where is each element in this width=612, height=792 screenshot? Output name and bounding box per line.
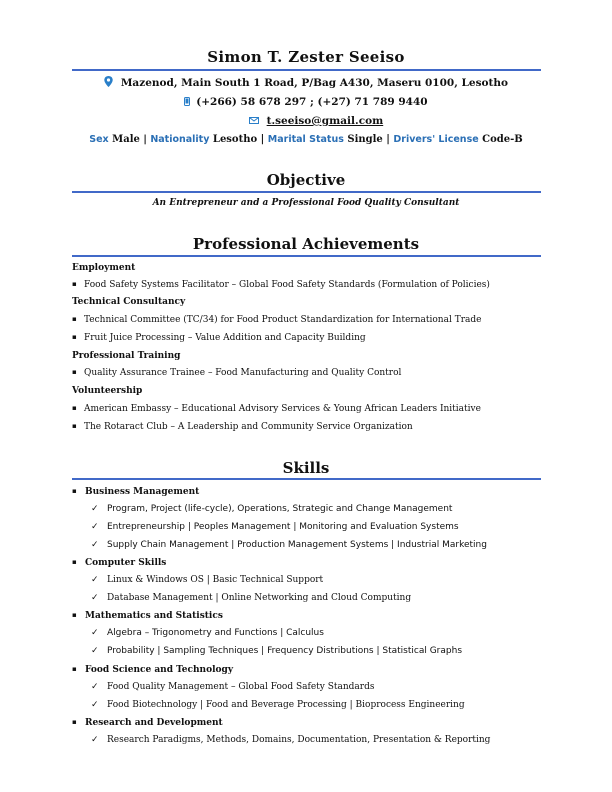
envelope-icon: [249, 114, 263, 127]
achievement-item: ▪ Quality Assurance Trainee – Food Manufacturing and Quality Control: [72, 368, 402, 378]
sex-label: Sex: [89, 134, 109, 145]
address-text: Mazenod, Main South 1 Road, P/Bag A430, Maseru 0100, Lesotho: [120, 77, 509, 89]
separator: |: [143, 134, 147, 145]
achievement-group-heading: Professional Training: [72, 351, 181, 361]
email-link[interactable]: t.seeiso@gmail.com: [266, 115, 384, 127]
achievement-item: ▪ The Rotaract Club – A Leadership and Community Service Organization: [72, 422, 413, 432]
map-pin-icon: [104, 76, 117, 89]
skill-item: ✓ Food Biotechnology | Food and Beverage Processing | Bioprocess Engineering: [91, 700, 465, 710]
skill-item: ✓ Probability | Sampling Techniques | Frequency Distributions | Statistical Graphs: [91, 646, 463, 656]
nationality-label: Nationality: [150, 134, 210, 145]
achievements-divider: [72, 255, 541, 257]
drivers-license-label: Drivers' License: [393, 134, 479, 145]
skill-group-heading: ▪ Business Management: [72, 486, 200, 497]
nationality-value: Lesotho: [212, 134, 258, 145]
achievement-item: ▪ American Embassy – Educational Advisory Services & Young African Leaders Initiative: [72, 404, 481, 414]
candidate-name: Simon T. Zester Seeiso: [207, 48, 405, 66]
checkmark-icon: ✓: [91, 575, 99, 585]
achievement-group-heading: Technical Consultancy: [72, 297, 186, 307]
skills-heading: Skills: [282, 459, 330, 477]
phone-line: [0, 95, 612, 108]
objective-divider: [72, 191, 541, 193]
email-line: [10, 114, 612, 127]
skill-group-heading: ▪ Research and Development: [72, 717, 223, 728]
checkmark-icon: ✓: [91, 504, 99, 514]
achievement-item: ▪ Food Safety Systems Facilitator – Global Food Safety Standards (Formulation of Policies): [72, 280, 490, 290]
marital-status-label: Marital Status: [267, 134, 344, 145]
achievement-item: ▪ Fruit Juice Processing – Value Addition and Capacity Building: [72, 333, 366, 343]
checkmark-icon: ✓: [91, 735, 99, 745]
skill-item: ✓ Database Management | Online Networking and Cloud Computing: [91, 593, 412, 603]
phone-text: (+266) 58 678 297 ; (+27) 71 789 9440: [196, 96, 428, 108]
checkmark-icon: ✓: [91, 628, 99, 638]
skill-item: ✓ Linux & Windows OS | Basic Technical Support: [91, 575, 324, 585]
checkmark-icon: ✓: [91, 682, 99, 692]
separator: |: [386, 134, 390, 145]
drivers-license-value: Code-B: [482, 134, 523, 145]
skill-group-heading: ▪ Computer Skills: [72, 557, 167, 568]
achievement-group-heading: Employment: [72, 263, 136, 273]
separator: |: [260, 134, 265, 145]
achievement-item: ▪ Technical Committee (TC/34) for Food Product Standardization for International Trade: [72, 315, 482, 325]
checkmark-icon: ✓: [91, 700, 99, 710]
checkmark-icon: ✓: [91, 646, 99, 656]
achievements-heading: Professional Achievements: [192, 235, 420, 253]
skill-item: ✓ Entrepreneurship | Peoples Management | Monitoring and Evaluation Systems: [91, 522, 459, 532]
skill-group-heading: ▪ Mathematics and Statistics: [72, 610, 223, 621]
header-divider: [72, 69, 541, 71]
skills-divider: [72, 478, 541, 480]
skill-group-heading: ▪ Food Science and Technology: [72, 664, 234, 675]
marital-status-value: Single: [347, 134, 383, 145]
skill-item: ✓ Supply Chain Management | Production Management Systems | Industrial Marketing: [91, 540, 487, 550]
address-line: [0, 76, 612, 89]
objective-heading: Objective: [266, 171, 346, 189]
skill-item: ✓ Research Paradigms, Methods, Domains, Documentation, Presentation & Reporting: [91, 735, 491, 745]
personal-details: [0, 134, 612, 145]
checkmark-icon: ✓: [91, 522, 99, 532]
skill-item: ✓ Food Quality Management – Global Food Safety Standards: [91, 682, 375, 692]
skill-item: ✓ Algebra – Trigonometry and Functions | Calculus: [91, 628, 324, 638]
achievement-group-heading: Volunteership: [72, 386, 143, 396]
mobile-phone-icon: [184, 95, 194, 108]
objective-statement: An Entrepreneur and a Professional Food Quality Consultant: [152, 198, 460, 208]
sex-value: Male: [112, 134, 140, 145]
checkmark-icon: ✓: [91, 593, 99, 603]
skill-item: ✓ Program, Project (life-cycle), Operations, Strategic and Change Management: [91, 504, 453, 514]
checkmark-icon: ✓: [91, 540, 99, 550]
